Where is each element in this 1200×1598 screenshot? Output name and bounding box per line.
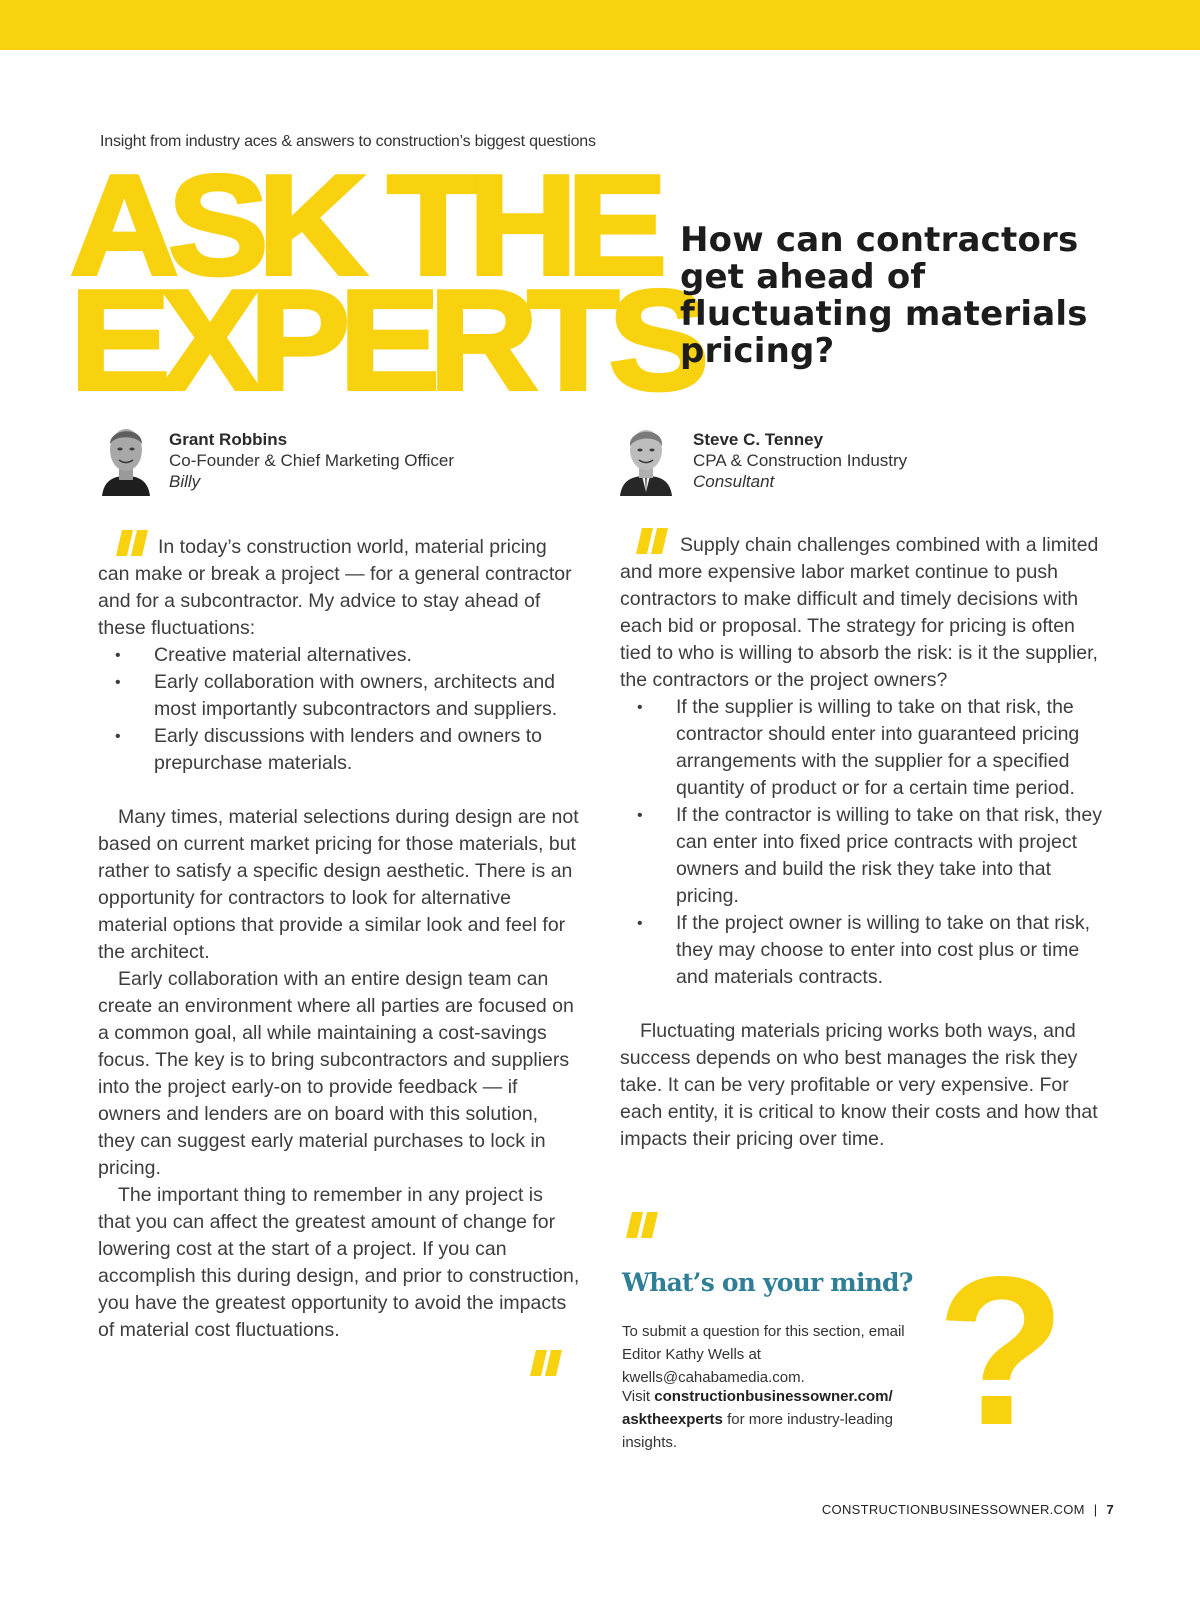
callout-line-1: To submit a question for this section, email bbox=[622, 1323, 905, 1340]
expert-1-paragraph: Early collaboration with an entire design team can create an environment where all parties are focused on a common goal, all while maintaining a cost-savings focus. The key is to bring subcontractors and suppliers into the project early-on to provide feedback — if owners and lenders are on board with this solution, they can suggest early material purchases to lock in pricing. bbox=[98, 968, 574, 1179]
top-color-bar bbox=[0, 0, 1200, 50]
expert-1-avatar bbox=[100, 420, 152, 496]
callout-title: What’s on your mind? bbox=[622, 1268, 913, 1297]
expert-1-name: Grant Robbins bbox=[169, 430, 288, 449]
footer-site: CONSTRUCTIONBUSINESSOWNER.COM bbox=[821, 1502, 1085, 1517]
expert-1-advice-list bbox=[98, 642, 580, 777]
expert-2-info bbox=[693, 429, 1093, 492]
callout-line-2[interactable]: Editor Kathy Wells at kwells@cahabamedia.com. bbox=[622, 1346, 805, 1386]
expert-2-avatar bbox=[620, 420, 672, 496]
list-item: • If the contractor is willing to take on that risk, they can enter into fixed price contracts with project owners and build the risk they take into that pricing. bbox=[620, 802, 1102, 910]
section-tagline: Insight from industry aces & answers to construction’s biggest questions bbox=[100, 133, 596, 150]
section-title-line-2: EXPERTS bbox=[70, 261, 699, 420]
callout-url-part-2[interactable]: asktheexperts bbox=[622, 1411, 723, 1428]
paragraph-gap bbox=[98, 777, 580, 804]
expert-2-role: CPA & Construction Industry bbox=[693, 451, 908, 470]
list-item: • Early discussions with lenders and owners to prepurchase materials. bbox=[98, 723, 580, 777]
page-footer bbox=[822, 1502, 1114, 1517]
callout-url-part-1[interactable]: constructionbusinessowner.com/ bbox=[654, 1388, 893, 1405]
expert-2-org: Consultant bbox=[693, 472, 775, 491]
close-quote-icon bbox=[626, 1212, 660, 1238]
expert-1-role: Co-Founder & Chief Marketing Officer bbox=[169, 451, 455, 470]
callout-submit-text bbox=[622, 1320, 942, 1389]
expert-2-answer bbox=[620, 532, 1102, 1153]
expert-2-risk-list bbox=[620, 694, 1102, 991]
expert-2-name: Steve C. Tenney bbox=[693, 430, 824, 449]
callout-visit-label: Visit bbox=[622, 1388, 651, 1405]
page-number: 7 bbox=[1106, 1502, 1114, 1517]
expert-1-info bbox=[169, 429, 569, 492]
paragraph-gap bbox=[620, 991, 1102, 1018]
list-item: • Creative material alternatives. bbox=[98, 642, 580, 669]
expert-1-intro: In today’s construction world, material pricing can make or break a project — for a general contractor and for a subcontractor. My advice to stay ahead of these fluctuations: bbox=[98, 536, 572, 639]
question-mark-glyph: ? bbox=[936, 1262, 1066, 1432]
list-item: • If the project owner is willing to take on that risk, they may choose to enter into cost plus or time and materials contracts. bbox=[620, 910, 1102, 991]
footer-separator: | bbox=[1093, 1502, 1098, 1517]
expert-1-paragraph: Many times, material selections during design are not based on current market pricing for those materials, but rather to satisfy a specific design aesthetic. There is an opportunity for contractors to look for alternative material options that provide a similar look and feel for the architect. bbox=[98, 806, 579, 963]
question-callout bbox=[620, 1262, 1100, 1451]
section-title-line-1: ASK THE bbox=[70, 146, 657, 305]
list-item: • Early collaboration with owners, architects and most importantly subcontractors and suppliers. bbox=[98, 669, 580, 723]
expert-2-paragraph: Fluctuating materials pricing works both ways, and success depends on who best manages the risk they take. It can be very profitable or very expensive. For each entity, it is critical to know their costs and how that impacts their pricing over time. bbox=[620, 1020, 1098, 1150]
callout-visit-tail: for more industry-leading insights. bbox=[622, 1411, 893, 1451]
callout-visit-text bbox=[622, 1385, 942, 1454]
list-item: • If the supplier is willing to take on that risk, the contractor should enter into guaranteed pricing arrangements with the supplier for a specified quantity of product or for a certain time period. bbox=[620, 694, 1102, 802]
expert-1-org: Billy bbox=[169, 472, 201, 491]
close-quote-icon bbox=[530, 1350, 564, 1376]
feature-question: How can contractors get ahead of fluctuating materials pricing? bbox=[680, 220, 1088, 371]
expert-1-paragraph: The important thing to remember in any project is that you can affect the greatest amount of change for lowering cost at the start of a project. If you can accomplish this during design, and prior to construction, you have the greatest opportunity to avoid the impacts of material cost fluctuations. bbox=[98, 1184, 580, 1341]
expert-2-intro: Supply chain challenges combined with a limited and more expensive labor market continue to push contractors to make difficult and timely decisions with each bid or proposal. The strategy for pricing is often tied to who is willing to absorb the risk: is it the supplier, the contractors or the project owners? bbox=[620, 534, 1099, 691]
expert-1-answer bbox=[98, 534, 580, 1344]
